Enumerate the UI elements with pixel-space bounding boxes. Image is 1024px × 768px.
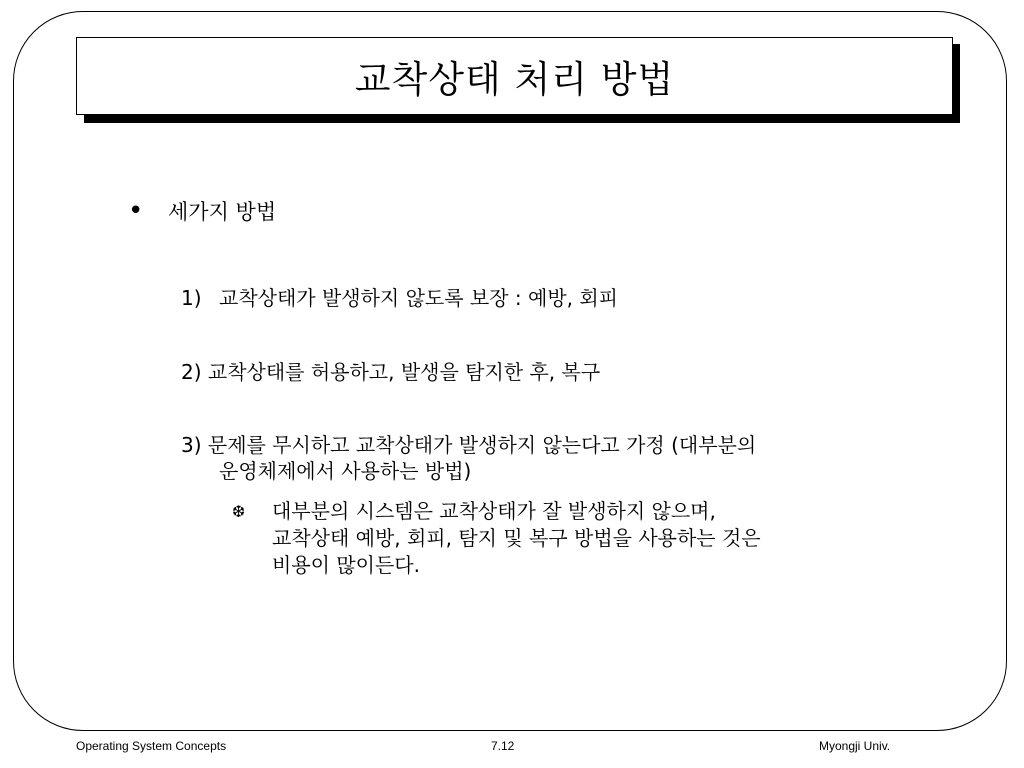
footer-university: Myongji Univ. [819,739,891,753]
list-item-text-line1: 문제를 무시하고 교착상태가 발생하지 않는다고 가정 (대부분의 [207,433,757,457]
footer-page-number: 7.12 [491,739,515,753]
sub-bullet-line-1: 대부분의 시스템은 교착상태가 잘 발생하지 않으며, [272,499,716,523]
list-item-3 [181,432,756,484]
footer-course-title: Operating System Concepts [76,739,227,753]
title-box [76,37,953,115]
bullet-dot-icon: • [128,196,144,226]
sub-bullet-text [272,498,761,579]
list-item-2 [181,359,600,385]
list-item-number: 2) [181,360,202,384]
sub-bullet-line-3: 비용이 많이든다. [272,553,420,577]
slide-title: 교착상태 처리 방법 [354,58,675,101]
bullet-item [128,196,276,226]
list-item-text-line2: 운영체제에서 사용하는 방법) [219,459,472,483]
list-item-number: 3) [181,433,202,457]
list-item-1 [181,285,618,311]
sub-bullet-line-2: 교착상태 예방, 회피, 탐지 및 복구 방법을 사용하는 것은 [272,526,761,550]
bullet-text: 세가지 방법 [168,200,277,224]
list-item-text: 교착상태가 발생하지 않도록 보장 : 예방, 회피 [219,286,618,310]
snowflake-icon: ❆ [232,502,246,521]
list-item-number: 1) [181,286,202,310]
sub-bullet [232,498,761,579]
list-item-text: 교착상태를 허용하고, 발생을 탐지한 후, 복구 [207,360,601,384]
